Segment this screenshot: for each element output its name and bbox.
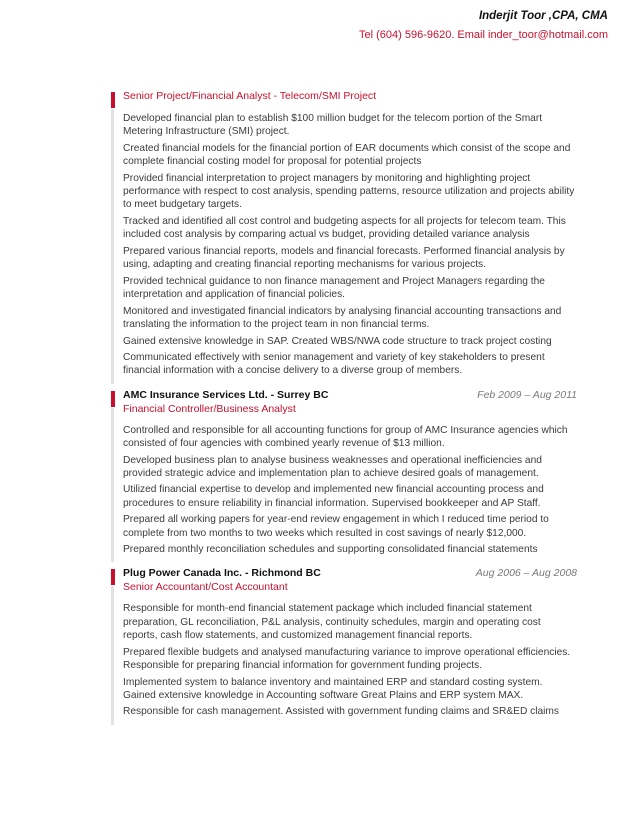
job-title: Senior Project/Financial Analyst - Telecom/SMI Project xyxy=(123,90,377,102)
duty-item: Responsible for month-end financial statement package which included financial statement preparation, GL reconciliation, P&L analysis, continuity schedules, margin and operating cost reports, cash flow statements, and customized management financial reports. xyxy=(123,603,541,641)
employment-dates: Feb 2009 – Aug 2011 xyxy=(477,388,577,401)
duty-item: Communicated effectively with senior management and variety of key stakeholders to present financial information with a concise delivery to a diverse group of members. xyxy=(123,352,545,377)
duty-item: Gained extensive knowledge in SAP. Created WBS/NWA code structure to track project costing xyxy=(123,335,552,347)
duty-item: Provided technical guidance to non finance management and Project Managers regarding the interpretation and application of financial policies. xyxy=(123,275,545,300)
experience-section-plug-power xyxy=(111,566,577,718)
duty-item: Utilized financial expertise to develop and implemented new financial accounting process and procedures to ensure reliability in financial information. Supervised bookkeeper and AP Staff. xyxy=(123,484,544,509)
duty-item: Provided financial interpretation to project managers by monitoring and highlighting project performance with respect to cost analysis, spending patterns, resource utilization and projects ability to meet budgetary targets. xyxy=(123,172,575,211)
job-heading xyxy=(123,566,577,580)
duty-item: Monitored and investigated financial indicators by analysing financial accounting transactions and translating the information to the project team in non financial terms. xyxy=(123,305,562,330)
employment-dates: Aug 2006 – Aug 2008 xyxy=(475,567,577,580)
duty-item: Created financial models for the financial portion of EAR documents which consist of the scope and complete financial costing model for proposal for potential projects xyxy=(123,142,571,168)
job-title: Financial Controller/Business Analyst xyxy=(123,402,296,415)
duty-item: Tracked and identified all cost control and budgeting aspects for all projects for telecom team. This included cost analysis by comparing actual vs budget, providing detailed variance analysis xyxy=(123,215,566,241)
section-rule xyxy=(111,408,114,563)
duty-item: Developed business plan to analyse business weaknesses and operational inefficiencies and provided strategic advice and implementation plan to achieve desired goals of management. xyxy=(123,454,542,479)
company-name: Plug Power Canada Inc. - Richmond BC xyxy=(123,567,321,580)
duty-item: Prepared all working papers for year-end review engagement in which I reduced time period to complete from two months to two weeks which resulted in cost savings of nearly $12,000. xyxy=(123,514,549,539)
duty-item: Developed financial plan to establish $100 million budget for the telecom portion of the Smart Metering Infrastructure (SMI) project. xyxy=(123,113,543,138)
section-marker xyxy=(111,391,115,407)
section-marker xyxy=(111,92,115,108)
duty-item: Responsible for cash management. Assisted with government funding claims and SR&ED claims xyxy=(123,706,560,718)
resume-body xyxy=(111,86,577,722)
section-rule xyxy=(111,586,114,724)
duty-item: Prepared various financial reports, models and financial forecasts. Performed financial analysis by using, adapting and creating financial reporting mechanisms for various projects. xyxy=(123,245,565,271)
experience-section-amc xyxy=(111,388,577,557)
experience-section-telecom xyxy=(111,89,577,378)
contact-info: Tel (604) 596-9620. Email inder_toor@hotmail.com xyxy=(358,29,608,41)
company-name: AMC Insurance Services Ltd. - Surrey BC xyxy=(123,388,329,401)
duty-item: Prepared monthly reconciliation schedules and supporting consolidated financial statements xyxy=(123,544,538,556)
job-title: Senior Accountant/Cost Accountant xyxy=(123,581,288,594)
section-rule xyxy=(111,109,114,384)
job-heading xyxy=(123,388,577,402)
duty-item: Prepared flexible budgets and analysed manufacturing variance to improve operational efficiencies. Responsible for preparing financial information for government funding projects. xyxy=(123,646,571,671)
duty-item: Controlled and responsible for all accounting functions for group of AMC Insurance agencies which consisted of four agencies with combined yearly revenue of $13 million. xyxy=(123,424,568,449)
resume-header xyxy=(359,9,608,43)
duty-item: Implemented system to balance inventory and maintained ERP and standard costing system. Gained extensive knowledge in Accounting software Great Plains and ERP system MAX. xyxy=(123,676,543,701)
section-marker xyxy=(111,569,115,585)
candidate-name: Inderjit Toor ,CPA, CMA xyxy=(478,10,608,22)
